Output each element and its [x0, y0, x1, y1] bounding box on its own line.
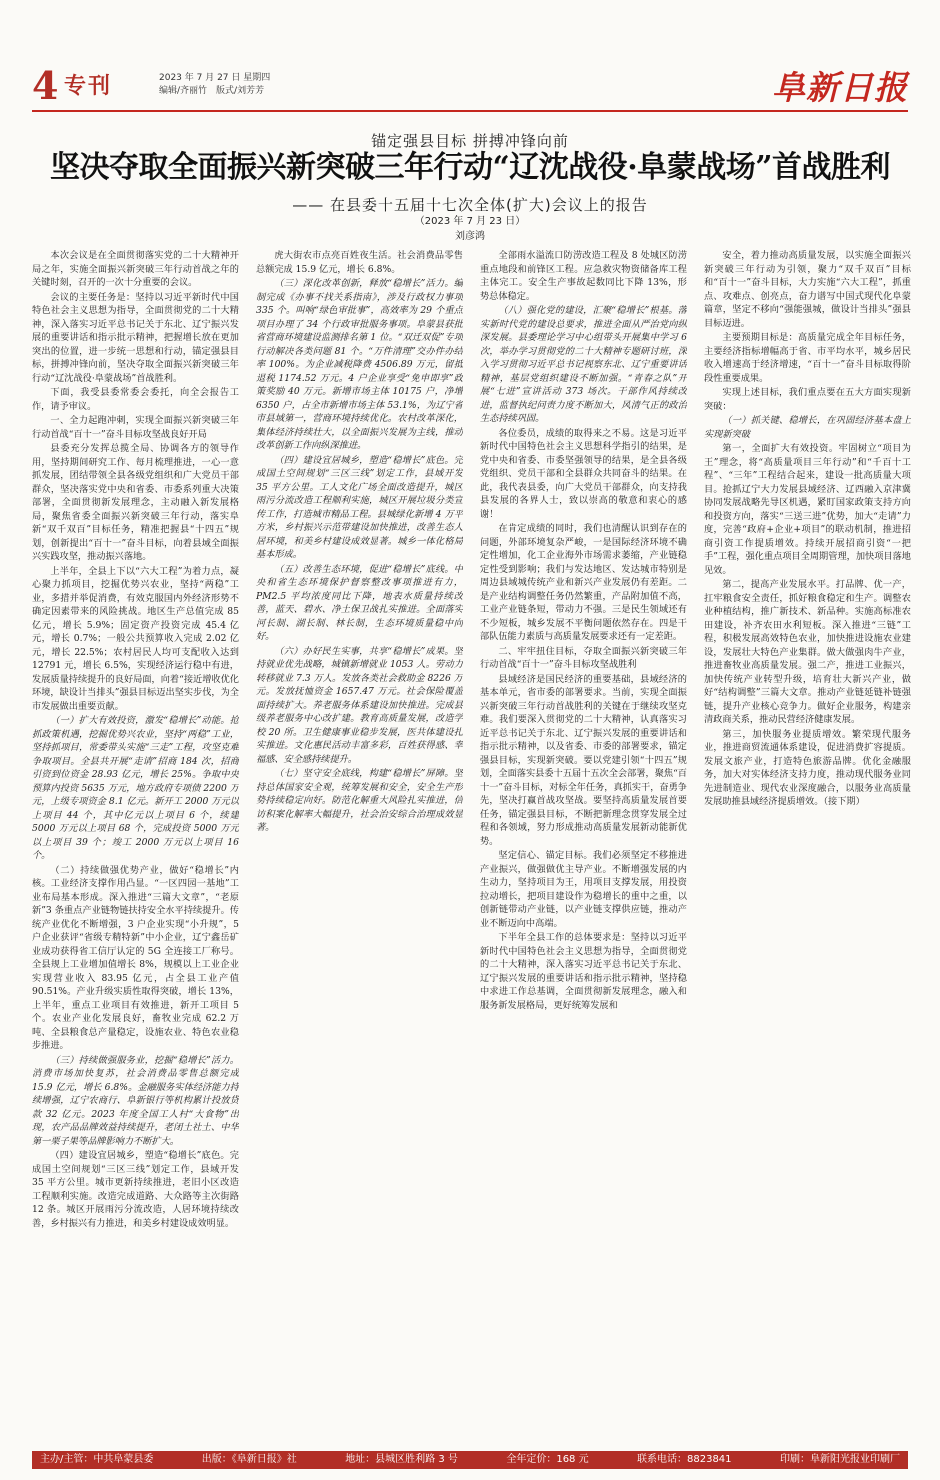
newspaper-logo: 阜新日报 — [772, 68, 908, 107]
article-paragraph: 本次会议是在全面贯彻落实党的二十大精神开局之年，实施全面振兴新突破三年行动首战之年的关键时刻，召开的一次十分重要的会议。 — [32, 250, 239, 288]
article-paragraph: 全部雨水溢流口防涝改造工程及 8 处城区防涝重点地段和前锋区工程。应急救灾物资储备库工程主体完工。安全生产事故起数同比下降 13%，形势总体稳定。 — [480, 250, 687, 302]
article-paragraph: （二）持续做强优势产业，做好“稳增长”内核。工业经济支撑作用凸显。“一区四园一基地”工业布局基本形成。深入推进“三篇大文章”，“老原新”3 条重点产业链物链扶持安全水平持续提升。传统产业优化不断增强，3 户企业实现“小升规”，5 户企业获评“省级专精特新”中小企业，辽宁鑫岳矿业成功获得省工信厅认定的 5G 全连接工厂称号。全县规上工业增加值增长 8%，规模以上工业企业实现营业收入 83.95 亿元，占全县工业产值 90.51%。产业升级实质性取得突破，增长 13%，上半年，重点工业项目有效推进，新开工项目 5 个。农业产业化发展良好，畜牧业完成 62.2 万吨、全县粮食总产量稳定，设施农业、特色农业稳步推进。 — [32, 864, 239, 1051]
article-paragraph: 一、全力起跑冲刺，实现全面振兴新突破三年行动首战“百十一”奋斗目标攻坚战良好开局 — [32, 415, 239, 440]
footer-sponsor: 主办/主管：中共阜蒙县委 — [40, 1454, 154, 1465]
report-date: （2023 年 7 月 23 日） — [414, 216, 526, 227]
article-paragraph: （六）办好民生实事，共享“稳增长”成果。坚持就业优先战略，城镇新增就业 1053 人。劳动力转移就业 7.3 万人。发放各类社会救助金 8226 万元。发放抚恤资金 1657.47 万元。社会保险覆盖面持续扩大。养老服务体系建设加快推进。完成县级养老服务中心改扩建。教育高质量发展，改造学校 20 所。卫生健康事业稳步发展，医共体建设扎实推进。文化惠民活动丰富多彩，百姓获得感、幸福感、安全感持续提升。 — [256, 645, 463, 765]
issue-date: 2023 年 7 月 27 日 星期四 — [159, 73, 271, 83]
article-paragraph: 二、牢牢扭住目标，夺取全面振兴新突破三年行动首战“百十一”奋斗目标攻坚战胜利 — [480, 645, 687, 670]
article-paragraph: 第二，提高产业发展水平。打品牌、优一产，扛牢粮食安全责任，抓好粮食稳定和生产。调整农业种植结构，推广新技术、新品种。实施高标准农田建设，补齐农田水利短板。深入推进“三链”工程，积极发展高效特色农业，加快推进设施农业建设，发展壮大特色产业集群。做大做强肉牛产业，推进畜牧业高质量发展。强二产，推进工业振兴，加快传统产业转型升级，培育壮大新兴产业，做好“结构调整”三篇大文章。推动产业链延链补链强链，提升产业核心竞争力。做好企业服务，构建亲清政商关系，推动民营经济健康发展。 — [704, 579, 911, 725]
editors-credit: 编辑/齐丽竹 版式/刘芳芳 — [159, 86, 265, 96]
footer-phone: 联系电话：8823841 — [637, 1454, 732, 1465]
article-paragraph: 安全，着力推动高质量发展，以实施全面振兴新突破三年行动为引领，聚力“双千双百”目标和“百十一”奋斗目标，大力实施“六大工程”，抓重点、攻难点、创亮点，奋力谱写中国式现代化阜蒙篇章，坚定不移向“强能强城，做设计当排头”强县目标迈进。 — [704, 250, 911, 329]
article-paragraph: （三）持续做强服务业，挖掘“稳增长”活力。消费市场加快复苏，社会消费品零售总额完成 15.9 亿元，增长 6.8%。金融服务实体经济能力持续增强，辽宁农商行、阜新银行等机构累计投放贷款 32 亿元。2023 年度全国工人村“大食物”出现，农产品品牌效益持续提升，老闭土社土、中华第一栗子果等品牌影响力不断扩大。 — [32, 1054, 239, 1147]
article-paragraph: 下半年全县工作的总体要求是：坚持以习近平新时代中国特色社会主义思想为指导，全面贯彻党的二十大精神，深入落实习近平总书记关于东北、辽宁振兴发展的重要讲话和指示批示精神，坚持稳中求进工作总基调，全面贯彻新发展理念，融入和服务新发展格局，更好统筹发展和 — [480, 932, 687, 1011]
article-paragraph: 实现上述目标，我们重点要在五大方面实现新突破： — [704, 387, 911, 412]
masthead — [32, 63, 908, 108]
section-name: 专刊 — [64, 74, 113, 99]
article-paragraph: 虎大街农市点亮百姓夜生活。社会消费品零售总额完成 15.9 亿元，增长 6.8%。 — [256, 250, 463, 275]
issue-meta — [159, 72, 270, 98]
article-paragraph: （四）建设宜居城乡，塑造“稳增长”底色。完成国土空间规划“三区三线”划定工作，县域开发 35 平方公里。工人文化广场全面改造提升，城区雨污分流改造工程顺利实施，城区开展垃圾分类宣传工作，打造城市精品工程。县城绿化新增 4 万平方米，乡村振兴示范带建设加快推进，改善生态人居环境，和美乡村建设成效显著。城乡一体化格局基本形成。 — [256, 454, 463, 560]
article-column-1 — [32, 249, 239, 1428]
article-paragraph: 县域经济是国民经济的重要基础，县域经济的基本单元，省市委的部署要求。当前，实现全面振兴新突破三年行动首战胜利的关键在于继续攻坚克难。我们要深入贯彻党的二十大精神，认真落实习近平总书记关于东北、辽宁振兴发展的重要讲话和指示批示精神，以及省委、市委的部署要求，锚定强县目标，实现新突破。要以党建引领“十四五”规划，全面落实县委十五届十五次全会部署，聚焦“百十一”奋斗目标，对标全年任务，真抓实干，奋勇争先，坚决打赢首战攻坚战。要坚持高质量发展首要任务，锚定强县目标，不断把新理念贯穿发展全过程和各领域，努力形成推动高质量发展新动能新优势。 — [480, 673, 687, 847]
author-byline: 刘彦鸿 — [455, 231, 485, 242]
page-title: 坚决夺取全面振兴新突破三年行动“辽沈战役·阜蒙战场”首战胜利 — [50, 150, 890, 185]
article-paragraph: （八）强化党的建设，汇聚“稳增长”根基。落实新时代党的建设总要求，推进全面从严治党向纵深发展。县委理论学习中心组带头开展集中学习 6 次，举办学习贯彻党的二十大精神专题研讨班，深入学习贯彻习近平总书记视察东北、辽宁重要讲话精神，基层党组织建设不断加强。“青春之队”开展“七进”宣讲活动 373 场次。干部作风持续改进，监督执纪问责力度不断加大，风清气正的政治生态持续巩固。 — [480, 305, 687, 424]
page-number: 4 — [32, 63, 59, 108]
article-paragraph: 坚定信心、锚定目标。我们必须坚定不移推进产业振兴，做强做优主导产业。不断增强发展的内生动力，坚持项目为王，用项目支撑发展，用投资拉动增长，把项目建设作为稳增长的重中之重，以创新链带动产业链，以产业链支撑供应链，推动产业不断迈向中高端。 — [480, 850, 687, 929]
article-column-2 — [256, 249, 463, 1428]
article-paragraph: 县委充分发挥总揽全局、协调各方的领导作用，坚持期间研究工作、每月梳理推进，一心一意抓发展，团结带领全县各级党组织和广大党员干部群众，坚决落实党中央和省委、市委系列重大决策部署，全面贯彻新发展理念，主动融入新发展格局，聚焦省委全面振兴新突破三年行动，落实阜新“双千双百”目标任务，精准把握县“十四五”规划，创新提出“百十一”奋斗目标，向着县域全面振兴实践攻坚，推动振兴落地。 — [32, 443, 239, 562]
footer-printer: 印刷：阜新阳光报业印刷厂 — [779, 1454, 900, 1465]
footer-bar — [32, 1451, 908, 1469]
article-paragraph: （一）抓关键、稳增长，在巩固经济基本盘上实现新突破 — [704, 415, 911, 440]
article-paragraph: 第一，全面扩大有效投资。牢固树立“项目为王”理念，将“高质量项目三年行动”和“千百十工程”、“三年”工程结合起来，建设一批高质量大项目。抢抓辽宁大力发展县域经济、辽西融入京津冀协同发展战略先导区机遇，紧盯国家政策支持方向和投资方向，落实“三送三进”优势，加大“走请”力度，完善“政府+企业+项目”的联动机制，推进招商引资工作提质增效。持续开展招商引资“一把手”工程，强化重点项目全周期管理，加快项目落地见效。 — [704, 443, 911, 576]
footer-publisher: 出版：《阜新日报》社 — [201, 1454, 297, 1465]
masthead-rule — [32, 110, 908, 112]
article-paragraph: （三）深化改革创新，释放“稳增长”活力。编制完成《办事不找关系指南》，涉及行政权力事项 335 个。叫响“绿色审批事”，高效率为 29 个重点项目办理了 34 个行政审批服务事项。阜蒙县获批省营商环境建设监测排名第 1 位。“双迁双促”专项行动解决各类问题 81 个。“万件清理”交办件办结率 100%。为企业减税降费 4506.89 万元，留抵退税 1174.52 万元。4 户企业享受“免申即享”政策奖励 40 万元。新增市场主体 10175 户，净增 6350 户，占全市新增市场主体 53.1%，为辽宁省市县域第一，营商环境持续优化。农村改革深化，集体经济持续壮大，以全面振兴发展为主线，推动改革创新工作向纵深推进。 — [256, 278, 463, 451]
subtitle: —— 在县委十五届十七次全体(扩大)会议上的报告 — [292, 196, 648, 214]
article-paragraph: 会议的主要任务是：坚持以习近平新时代中国特色社会主义思想为指导，全面贯彻党的二十大精神，深入落实习近平总书记关于东北、辽宁振兴发展的重要讲话和指示批示精神，把握增长放在更加突出的位置，进一步统一思想和行动，锚定强县目标，拼搏冲锋向前，坚决夺取全面振兴新突破三年行动“辽沈战役·阜蒙战场”首战胜利。 — [32, 291, 239, 384]
article-paragraph: （四）建设宜居城乡，塑造“稳增长”底色。完成国土空间规划“三区三线”划定工作，县域开发 35 平方公里。城市更新持续推进，老旧小区改造工程顺利实施。改造完成道路、大众路等主次街路 12 条。城区开展雨污分流改造，人居环境持续改善，乡村振兴有力推进，和美乡村建设成效明显。 — [32, 1150, 239, 1229]
article-paragraph: 主要预期目标是：高质量完成全年目标任务，主要经济指标增幅高于省、市平均水平，城乡居民收入增速高于经济增速，“百十一”奋斗目标取得阶段性重要成果。 — [704, 332, 911, 384]
article-paragraph: （一）扩大有效投资，激发“稳增长”动能。抢抓政策机遇，挖掘优势兴农业，坚持“两稳”工业，坚持抓项目，常委带头实施“三走”工程，攻坚克难争取项目。全县共开展“走请”招商 184 次，招商引资到位资金 28.93 亿元，增长 25%。争取中央预算内投资 5635 万元，地方政府专项债 2200 万元，上级专项资金 8.1 亿元。新开工 2000 万元以上项目 44 个，其中亿元以上项目 6 个，续建 5000 万元以上项目 68 个，完成投资 5000 万元以上项目 39 个；竣工 2000 万元以上项目 16 个。 — [32, 715, 239, 861]
article-paragraph: 各位委员，成绩的取得来之不易。这是习近平新时代中国特色社会主义思想科学指引的结果，是党中央和省委、市委坚强领导的结果，是全县各级党组织、党员干部和全县群众共同奋斗的结果。在此，我代表县委，向广大党员干部群众，向支持我县发展的各界人士，致以崇高的敬意和衷心的感谢！ — [480, 427, 687, 520]
article-paragraph: 上半年，全县上下以“六大工程”为着力点，凝心聚力抓项目，挖掘优势兴农业，坚持“两稳”工业，多措并举促消费，有效克服国内外经济形势不确定因素带来的风险挑战。地区生产总值完成 85 亿元，增长 5.9%；固定资产投资完成 45.4 亿元，增长 0.7%；一般公共预算收入完成 2.02 亿元，增长 22.5%；农村居民人均可支配收入达到 12791 元，增长 6.5%，实现经济运行稳中有进，发展质量持续提升的良好局面，向着“接近增收优化环境，缺设计当排头”强县目标迈出坚实步伐，为全市发展做出重要贡献。 — [32, 565, 239, 712]
footer-address: 地址：县城区胜利路 3 号 — [345, 1454, 458, 1465]
article-paragraph: （七）坚守安全底线，构建“稳增长”屏障。坚持总体国家安全观，统筹发展和安全，安全生产形势持续稳定向好。防范化解重大风险扎实推进，信访积案化解率大幅提升，社会治安综合治理成效显著。 — [256, 768, 463, 833]
article-paragraph: （五）改善生态环境，促进“稳增长”底线。中央和省生态环境保护督察整改事项推进有力，PM2.5 平均浓度同比下降，地表水质量持续改善，蓝天、碧水、净土保卫战扎实推进。全面落实河长制、湖长制、林长制，生态环境质量稳中向好。 — [256, 563, 463, 642]
article-paragraph: 在肯定成绩的同时，我们也清醒认识到存在的问题，外部环境复杂严峻，一是国际经济环境不确定性增加，化工企业海外市场需求萎缩，产业链稳定性受到影响；我们与发达地区、发达城市特别是周边县域城传统产业和新兴产业发展仍有差距。二是产业结构调整任务仍然繁重，产品附加值不高，工业产业链条短，带动力不强。三是民生领域还有不少短板，城乡发展不平衡问题依然存在。四是干部队伍能力素质与高质量发展要求还有一定差距。 — [480, 523, 687, 642]
article-column-3 — [480, 249, 687, 1428]
article-paragraph: 第三，加快服务业提质增效。繁荣现代服务业，推进商贸流通体系建设，促进消费扩容提质。发展文旅产业，打造特色旅游品牌。优化金融服务，加大对实体经济支持力度，推动现代服务业同先进制造业、现代农业深度融合，以服务业高质量发展助推县域经济提质增效。（接下期） — [704, 728, 911, 807]
article-column-4 — [704, 249, 911, 1428]
article-paragraph: 下面，我受县委常委会委托，向全会报告工作，请予审议。 — [32, 387, 239, 412]
kicker: 锚定强县目标 拼搏冲锋向前 — [371, 132, 569, 150]
footer-price: 全年定价：168 元 — [506, 1454, 589, 1465]
